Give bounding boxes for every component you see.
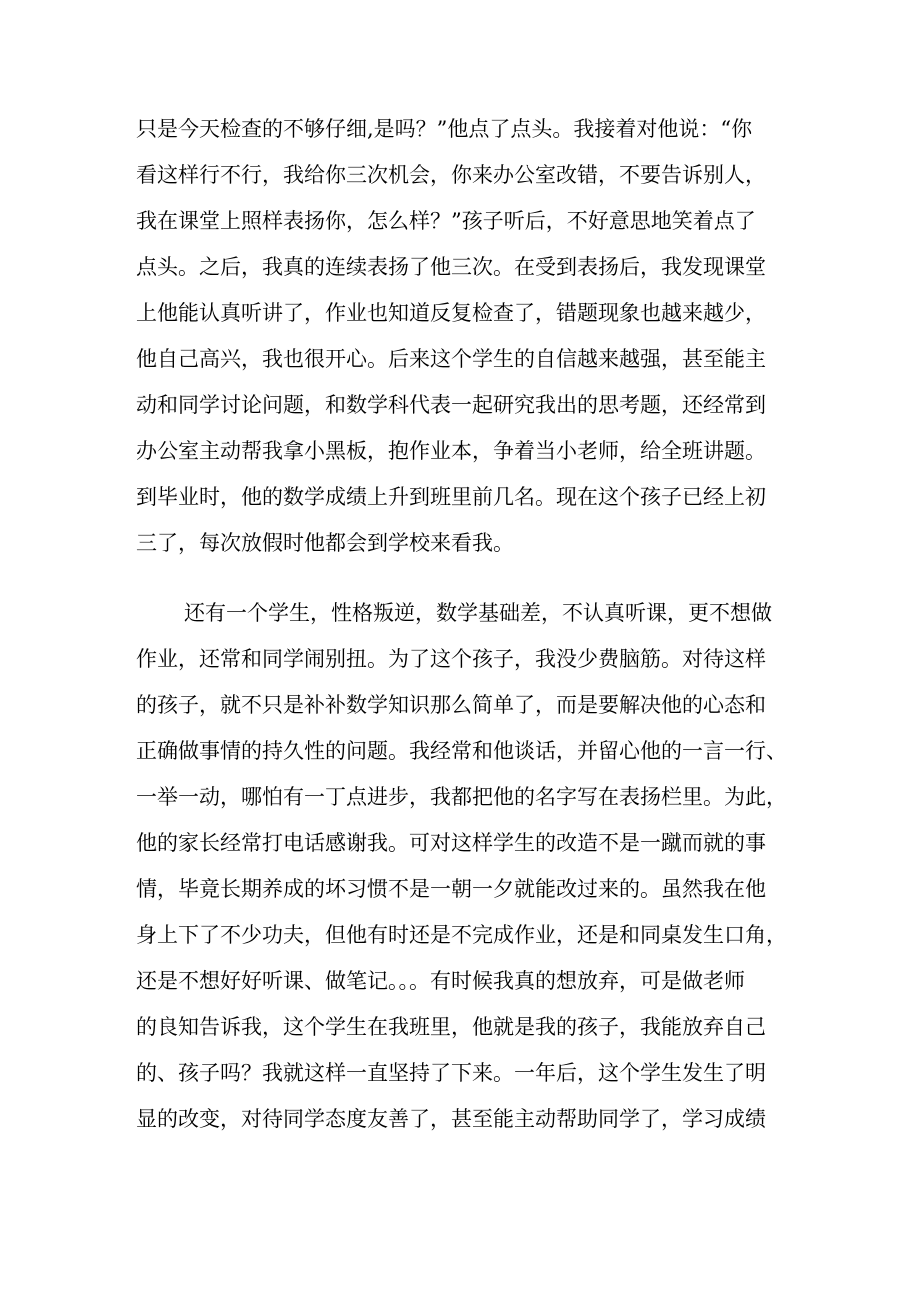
text-line: 作业，还常和同学闹别扭。为了这个孩子，我没少费脑筋。对待这样 xyxy=(136,647,766,671)
text-line: 办公室主动帮我拿小黑板，抱作业本，争着当小老师，给全班讲题。 xyxy=(136,439,766,463)
text-line: 他的家长经常打电话感谢我。可对这样学生的改造不是一蹴而就的事 xyxy=(136,831,766,855)
text-line: 上他能认真听讲了，作业也知道反复检查了，错题现象也越来越少， xyxy=(136,301,766,325)
text-line: 还是不想好好听课、做笔记。。。有时候我真的想放弃，可是做老师 xyxy=(136,969,745,993)
text-line: 看这样行不行，我给你三次机会，你来办公室改错，不要告诉别人， xyxy=(136,163,766,187)
text-line: 还有一个学生，性格叛逆，数学基础差，不认真听课，更不想做 xyxy=(184,601,772,625)
text-line: 一举一动，哪怕有一丁点进步，我都把他的名字写在表扬栏里。为此， xyxy=(136,785,787,809)
text-line: 我在课堂上照样表扬你，怎么样？”孩子听后，不好意思地笑着点了 xyxy=(136,209,756,233)
text-line: 的、孩子吗？我就这样一直坚持了下来。一年后，这个学生发生了明 xyxy=(136,1061,766,1085)
text-line: 情，毕竟长期养成的坏习惯不是一朝一夕就能改过来的。虽然我在他 xyxy=(136,877,766,901)
text-line: 三了，每次放假时他都会到学校来看我。 xyxy=(136,531,514,555)
text-line: 到毕业时，他的数学成绩上升到班里前几名。现在这个孩子已经上初 xyxy=(136,485,766,509)
text-line: 点头。之后，我真的连续表扬了他三次。在受到表扬后，我发现课堂 xyxy=(136,255,766,279)
text-line: 的良知告诉我，这个学生在我班里，他就是我的孩子，我能放弃自己 xyxy=(136,1015,766,1039)
text-line: 他自己高兴，我也很开心。后来这个学生的自信越来越强，甚至能主 xyxy=(136,347,766,371)
text-line: 的孩子，就不只是补补数学知识那么简单了，而是要解决他的心态和 xyxy=(136,693,766,717)
text-line: 身上下了不少功夫，但他有时还是不完成作业，还是和同桌发生口角， xyxy=(136,923,787,947)
text-line: 正确做事情的持久性的问题。我经常和他谈话，并留心他的一言一行、 xyxy=(136,739,787,763)
text-line: 动和同学讨论问题，和数学科代表一起研究我出的思考题，还经常到 xyxy=(136,393,766,417)
text-line: 显的改变，对待同学态度友善了，甚至能主动帮助同学了，学习成绩 xyxy=(136,1107,766,1131)
text-line: 只是今天检查的不够仔细,是吗？”他点了点头。我接着对他说：“你 xyxy=(136,117,753,141)
